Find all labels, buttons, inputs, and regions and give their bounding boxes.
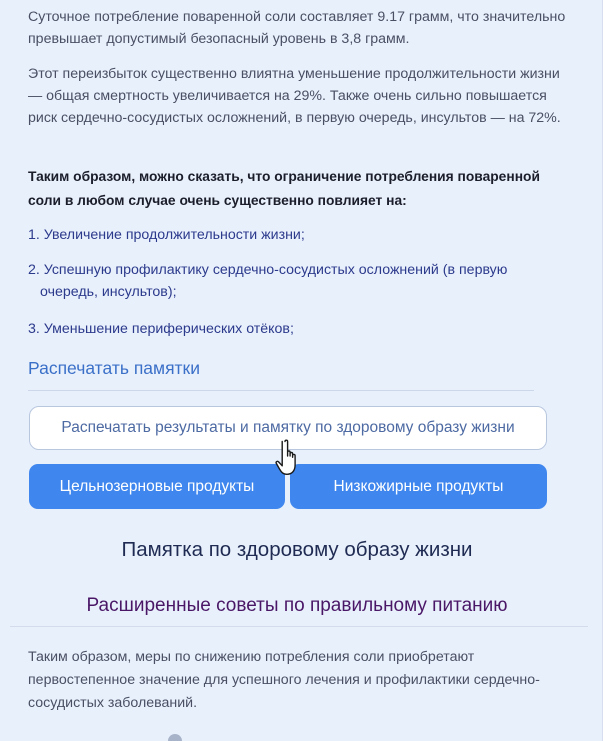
divider [10,626,588,627]
conclusion-paragraph: Таким образом, можно сказать, что ограничение потребления поваренной соли в любом случае очень существенно повлияет на: [28,169,540,208]
divider [28,390,534,391]
wholegrain-products-button[interactable]: Цельнозерновые продукты [29,464,285,509]
excess-effects-paragraph: Этот переизбыток существенно влиятна уменьшение продолжительности жизни — общая смертность увеличивается на 29%. Также очень сильно повышается риск сердечно-сосудистых осложнений, в первую очередь, инсультов — на 72%. [28,66,561,126]
list-item [28,259,573,303]
hand-pointer-icon [274,438,308,482]
partial-element [168,734,182,741]
print-results-button[interactable]: Распечатать результаты и памятку по здоровому образу жизни [29,406,547,450]
memo-paragraph: Таким образом, меры по снижению потребления соли приобретают первостепенное значение для успешного лечения и профилактики сердечно-сосудистых заболеваний. [28,649,540,711]
print-section-heading: Распечатать памятки [28,358,200,378]
memo-title: Памятка по здоровому образу жизни [121,538,473,561]
lowfat-products-button[interactable]: Низкожирные продукты [290,464,547,509]
salt-intake-paragraph: Суточное потребление поваренной соли составляет 9.17 грамм, что значительно превышает допустимый безопасный уровень в 3,8 грамм. [28,9,566,47]
list-item-text: 2. Успешную профилактику сердечно-сосудистых осложнений (в первую [28,262,508,278]
memo-subtitle: Расширенные советы по правильному питанию [86,595,508,616]
list-item-continuation: очередь, инсультов); [40,284,177,300]
list-item: 3. Уменьшение периферических отёков; [28,321,294,337]
list-item: 1. Увеличение продолжительности жизни; [28,227,305,243]
